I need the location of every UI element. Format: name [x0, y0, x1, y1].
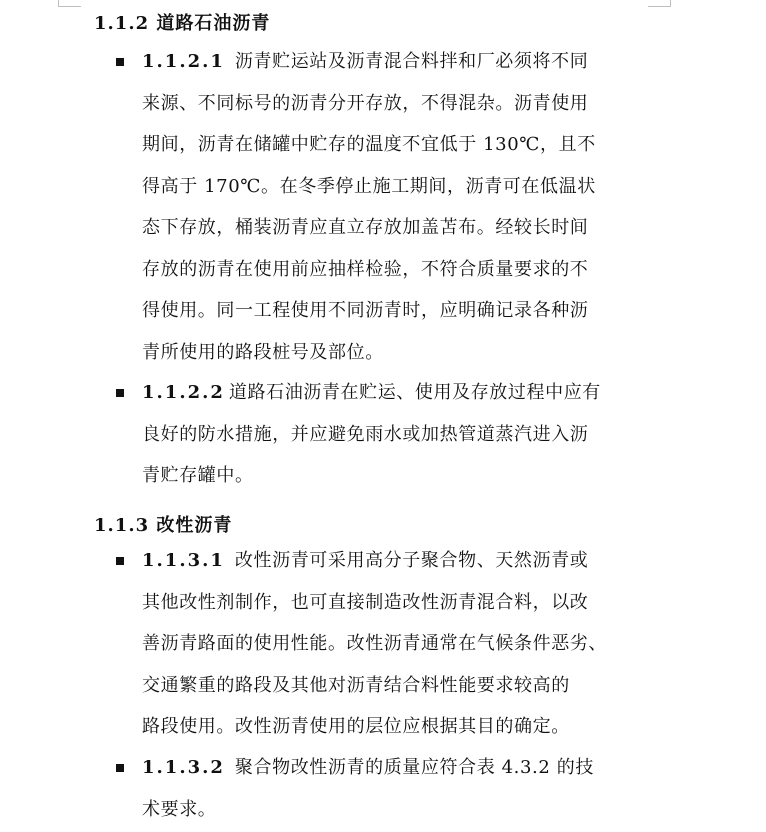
list-item — [116, 756, 676, 830]
list-item — [116, 549, 676, 748]
square-bullet-icon — [116, 764, 124, 772]
page-corner-mark-left — [58, 0, 81, 7]
item-number: 1.1.2.1 — [142, 51, 225, 72]
text-line: 得使用。同一工程使用不同沥青时，应明确记录各种沥 — [142, 300, 589, 321]
square-bullet-icon — [116, 58, 124, 66]
text-line: 沥青贮运站及沥青混合料拌和厂必须将不同 — [234, 51, 589, 72]
text-line: 道路石油沥青在贮运、使用及存放过程中应有 — [228, 382, 601, 403]
text-line: 存放的沥青在使用前应抽样检验，不符合质量要求的不 — [142, 258, 589, 280]
list-item-text — [142, 41, 650, 373]
list-item — [116, 381, 676, 497]
text-line: 青贮存罐中。 — [142, 465, 254, 486]
text-line: 得高于 170℃。在冬季停止施工期间，沥青可在低温状 — [142, 175, 596, 197]
square-bullet-icon — [116, 557, 124, 565]
text-line: 改性沥青可采用高分子聚合物、天然沥青或 — [234, 550, 589, 571]
square-bullet-icon — [116, 389, 124, 397]
page-corner-mark-right — [648, 0, 671, 7]
section-heading: 1.1.3 改性沥青 — [94, 515, 233, 536]
text-line: 来源、不同标号的沥青分开存放，不得混杂。沥青使用 — [142, 92, 589, 114]
list-item-text — [142, 372, 650, 497]
text-line: 态下存放，桶装沥青应直立存放加盖苫布。经较长时间 — [142, 217, 589, 238]
text-line: 交通繁重的路段及其他对沥青结合料性能要求较高的 — [142, 674, 570, 696]
text-line: 其他改性剂制作，也可直接制造改性沥青混合料，以改 — [142, 591, 589, 613]
text-line: 路段使用。改性沥青使用的层位应根据其目的确定。 — [142, 716, 570, 737]
item-number: 1.1.3.2 — [142, 757, 225, 778]
text-line: 良好的防水措施，并应避免雨水或加热管道蒸汽进入沥 — [142, 423, 589, 445]
list-item-text — [142, 747, 650, 830]
section-heading: 1.1.2 道路石油沥青 — [94, 13, 271, 34]
text-line: 期间，沥青在储罐中贮存的温度不宜低于 130℃，且不 — [142, 134, 596, 155]
list-item-text — [142, 540, 650, 748]
text-line: 善沥青路面的使用性能。改性沥青通常在气候条件恶劣、 — [142, 633, 607, 654]
list-item — [116, 50, 676, 373]
item-number: 1.1.2.2 — [142, 382, 225, 403]
text-line: 术要求。 — [142, 798, 217, 820]
text-line: 青所使用的路段桩号及部位。 — [142, 341, 384, 363]
item-number: 1.1.3.1 — [142, 550, 225, 571]
text-line: 聚合物改性沥青的质量应符合表 4.3.2 的技 — [234, 757, 594, 778]
